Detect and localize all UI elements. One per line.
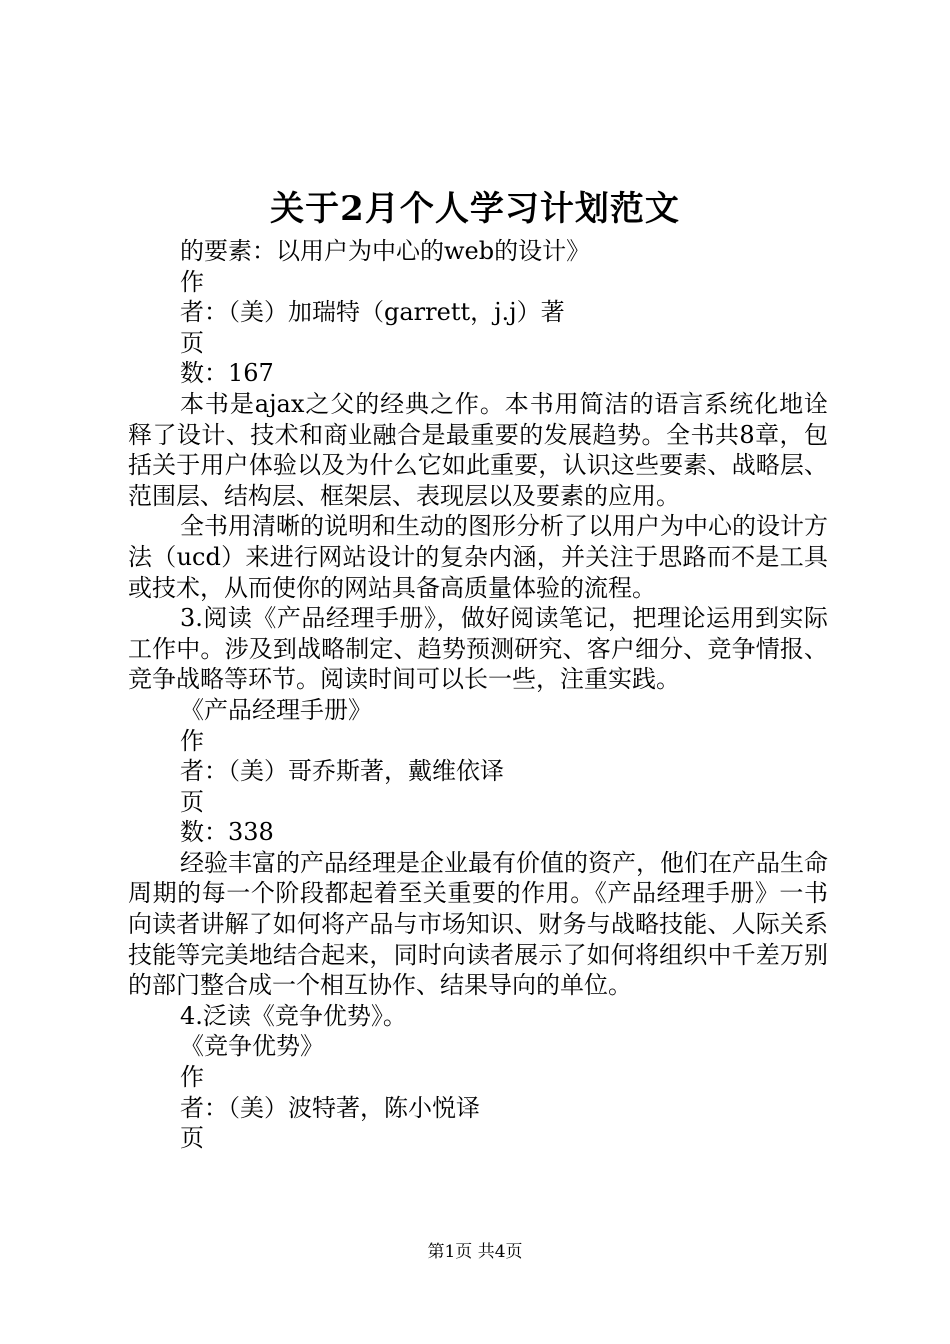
book3-author-label: 作 (180, 1063, 204, 1092)
book1-author-label: 作 (180, 267, 204, 296)
book3-pages-label: 页 (180, 1124, 204, 1153)
book1-pages-label: 页 (180, 328, 204, 357)
document-title: 关于2月个人学习计划范文 (270, 189, 680, 229)
document-body (128, 236, 828, 1154)
plan-item-4: 4.泛读《竞争优势》。 (180, 1001, 407, 1030)
plan-item-3: 3.阅读《产品经理手册》，做好阅读笔记，把理论运用到实际工作中。涉及到战略制定、趋势预测研究、客户细分、竞争情报、竞争战略等环节。阅读时间可以长一些，注重实践。 (128, 604, 828, 694)
book3-author: 者：（美）波特著，陈小悦译 (180, 1093, 480, 1122)
book2-author-label: 作 (180, 726, 204, 755)
book2-title: 《产品经理手册》 (180, 695, 372, 724)
page-footer: 第1页 共4页 (427, 1242, 523, 1262)
book2-author: 者：（美）哥乔斯著，戴维依译 (180, 757, 504, 786)
book1-description: 本书是ajax之父的经典之作。本书用简洁的语言系统化地诠释了设计、技术和商业融合是最重要的发展趋势。全书共8章，包括关于用户体验以及为什么它如此重要，认识这些要素、战略层、范围层、结构层、框架层、表现层以及要素的应用。 (128, 389, 828, 510)
book3-title: 《竞争优势》 (180, 1032, 324, 1061)
book1-author: 者：（美）加瑞特（garrett，j.j）著 (180, 298, 565, 327)
book1-summary: 全书用清晰的说明和生动的图形分析了以用户为中心的设计方法（ucd）来进行网站设计的复杂内涵，并关注于思路而不是工具或技术，从而使你的网站具备高质量体验的流程。 (128, 512, 828, 602)
book1-pages: 数：167 (180, 359, 274, 388)
book2-pages-label: 页 (180, 787, 204, 816)
book1-title-line: 的要素：以用户为中心的web的设计》 (180, 237, 591, 265)
book2-description: 经验丰富的产品经理是企业最有价值的资产，他们在产品生命周期的每一个阶段都起着至关重要的作用。《产品经理手册》一书向读者讲解了如何将产品与市场知识、财务与战略技能、人际关系技能等完美地结合起来，同时向读者展示了如何将组织中千差万别的部门整合成一个相互协作、结果导向的单位。 (128, 848, 828, 1000)
book2-pages: 数：338 (180, 818, 274, 847)
